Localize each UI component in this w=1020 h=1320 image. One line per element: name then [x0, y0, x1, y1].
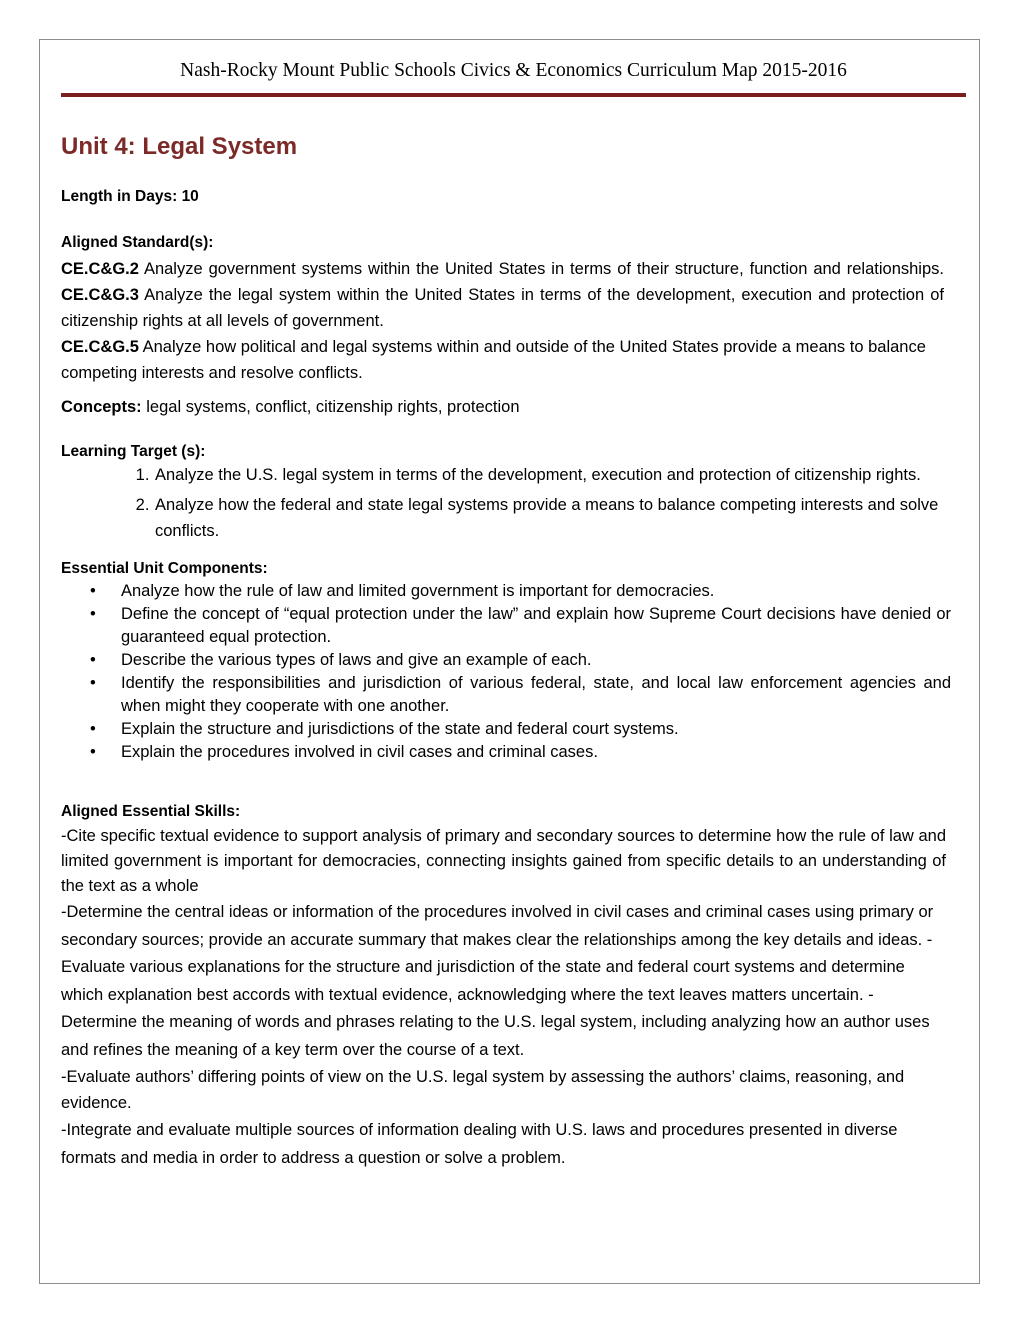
page-header: Nash-Rocky Mount Public Schools Civics & Economics Curriculum Map 2015-2016 — [180, 60, 847, 81]
skill-paragraph: -Integrate and evaluate multiple sources of information dealing with U.S. laws and procedures presented in diverse formats and media in order to address a question or solve a problem. — [61, 1121, 898, 1167]
standards-heading: Aligned Standard(s): — [61, 234, 214, 251]
essential-skills — [61, 800, 946, 1172]
standard-text-cg3: Analyze the legal system within the United States in terms of the development, execution and protection of citizenship rights at all levels of government. — [61, 286, 944, 330]
component-item: • Explain the procedures involved in civil cases and criminal cases. — [121, 741, 951, 764]
concepts-label: Concepts: — [61, 398, 142, 416]
component-item: • Describe the various types of laws and give an example of each. — [121, 649, 951, 672]
standard-text-cg5: Analyze how political and legal systems within and outside of the United States provide a means to balance competing interests and resolve conflicts. — [61, 338, 926, 382]
standard-code-cg2: CE.C&G.2 — [61, 260, 139, 278]
standard-text-cg2: Analyze government systems within the United States in terms of their structure, function and relationships. — [138, 260, 944, 278]
component-item: • Identify the responsibilities and jurisdiction of various federal, state, and local law enforcement agencies and when might they cooperate with one another. — [121, 672, 951, 718]
standard-cg5 — [61, 334, 941, 386]
unit-title: Unit 4: Legal System — [61, 133, 298, 160]
component-item: • Define the concept of “equal protection under the law” and explain how Supreme Court decisions have denied or guaranteed equal protection. — [121, 603, 951, 649]
component-item: • Explain the structure and jurisdictions of the state and federal court systems. — [121, 718, 951, 741]
components-heading: Essential Unit Components: — [61, 560, 268, 577]
component-item: • Analyze how the rule of law and limited government is important for democracies. — [121, 580, 951, 603]
concepts — [61, 394, 946, 420]
skills-heading: Aligned Essential Skills: — [61, 803, 241, 820]
main-content — [61, 132, 951, 1172]
length-in-days: Length in Days: 10 — [61, 188, 199, 205]
standard-code-cg3: CE.C&G.3 — [61, 286, 139, 304]
learning-target: 1. Analyze the U.S. legal system in terms of the development, execution and protection of citizenship rights. — [154, 464, 965, 486]
learning-targets-list — [61, 464, 946, 544]
standards-text — [61, 256, 944, 334]
learning-target: 2. Analyze how the federal and state legal systems provide a means to balance competing interests and solve conflicts. — [154, 492, 945, 544]
header-rule — [61, 93, 966, 97]
targets-heading: Learning Target (s): — [61, 443, 206, 460]
skill-paragraph: -Evaluate authors’ differing points of view on the U.S. legal system by assessing the authors’ claims, reasoning, and evidence. — [61, 1068, 905, 1112]
components-list — [61, 580, 951, 764]
standard-code-cg5: CE.C&G.5 — [61, 338, 139, 356]
concepts-text: legal systems, conflict, citizenship rights, protection — [141, 398, 520, 416]
skill-paragraph: -Determine the central ideas or information of the procedures involved in civil cases and criminal cases using primary or secondary sources; provide an accurate summary that makes clear the relationships among the key details and ideas. -Evaluate various explanations for the structure and jurisdiction of the state and federal court systems and determine which explanation best accords with textual evidence, acknowledging where the text leaves matters uncertain. -Determine the meaning of words and phrases relating to the U.S. legal system, including analyzing how an author uses and refines the meaning of a key term over the course of a text. — [61, 903, 934, 1059]
skill-paragraph: -Cite specific textual evidence to support analysis of primary and secondary sources to determine how the rule of law and limited government is important for democracies, connecting insights gained from specific details to an understanding of the text as a whole — [61, 827, 946, 895]
